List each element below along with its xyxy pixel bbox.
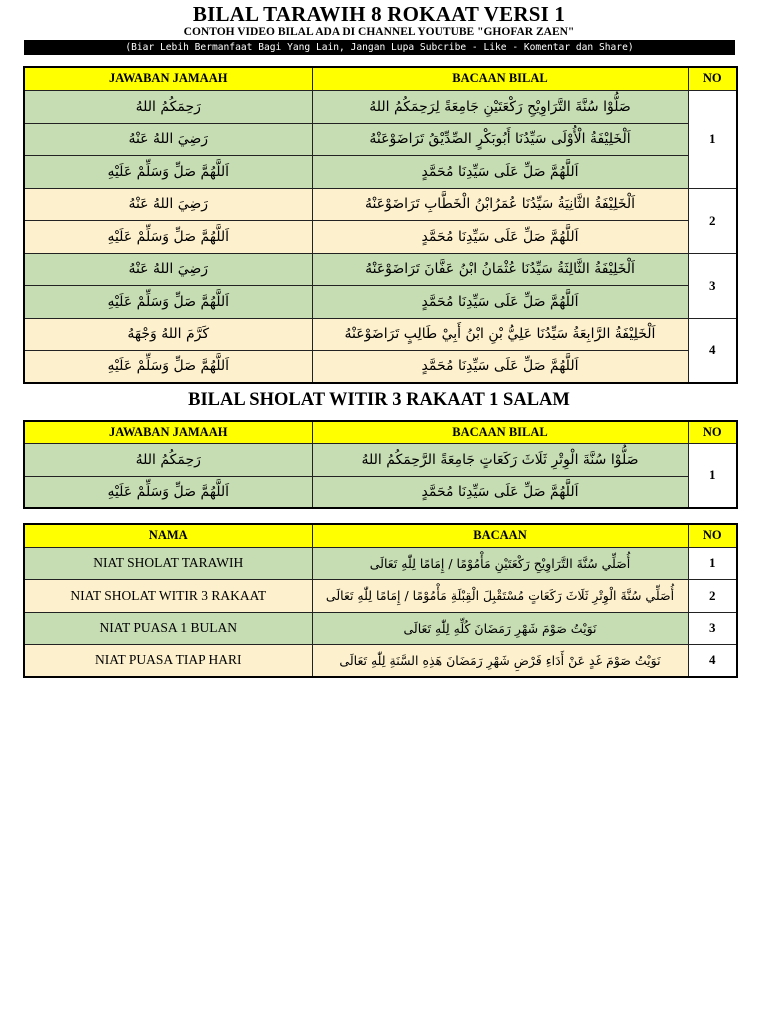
table-row <box>24 350 737 383</box>
bacaan-cell: نَوَيْتُ صَوْمَ غَدٍ عَنْ أَدَاءِ فَرْضِ شَهْرِ رَمَضَانَ هَذِهِ السَّنَةِ لِلّٰهِ تَعَالَى <box>312 644 688 677</box>
header-bacaan: BACAAN BILAL <box>312 421 688 443</box>
nama-cell: NIAT SHOLAT TARAWIH <box>24 547 312 579</box>
jawaban-cell: كَرَّمَ اللهُ وَجْهَهُ <box>24 318 312 350</box>
header-bacaan: BACAAN <box>312 524 688 547</box>
header-no: NO <box>688 524 737 547</box>
table-row <box>24 123 737 155</box>
page-title: BILAL TARAWIH 8 ROKAAT VERSI 1 <box>192 2 566 26</box>
table-row <box>24 644 737 677</box>
jawaban-cell: رَحِمَكُمُ اللهُ <box>24 443 312 476</box>
jawaban-cell: رَضِيَ اللهُ عَنْهُ <box>24 188 312 220</box>
jawaban-cell: رَضِيَ اللهُ عَنْهُ <box>24 123 312 155</box>
table-row <box>24 220 737 253</box>
no-cell: 3 <box>688 612 737 644</box>
bacaan-cell: نَوَيْتُ صَوْمَ شَهْرِ رَمَضَانَ كُلِّهِ لِلّٰهِ تَعَالَى <box>312 612 688 644</box>
witir-table <box>23 420 738 509</box>
table-row <box>24 318 737 350</box>
page-subtitle: CONTOH VIDEO BILAL ADA DI CHANNEL YOUTUBE "GHOFAR ZAEN" <box>183 26 575 38</box>
no-cell: 2 <box>688 188 737 253</box>
header-no: NO <box>688 67 737 90</box>
header-nama: NAMA <box>24 524 312 547</box>
table-row <box>24 253 737 285</box>
jawaban-cell: اَللَّهُمَّ صَلِّ وَسَلِّمْ عَلَيْهِ <box>24 285 312 318</box>
bacaan-cell: اَللَّهُمَّ صَلِّ عَلَى سَيِّدِنَا مُحَمَّدٍ <box>312 285 688 318</box>
bacaan-cell: اَلْخَلِيْفَةُ الثَّانِيَةُ سَيِّدُنَا عُمَرُابْنُ الْخَطَّابِ تَرَاضَوْعَنْهُ <box>312 188 688 220</box>
no-cell: 2 <box>688 579 737 612</box>
jawaban-cell: رَحِمَكُمُ اللهُ <box>24 90 312 123</box>
no-cell: 1 <box>688 443 737 508</box>
table-row <box>24 612 737 644</box>
jawaban-cell: رَضِيَ اللهُ عَنْهُ <box>24 253 312 285</box>
no-cell: 4 <box>688 318 737 383</box>
header-bacaan: BACAAN BILAL <box>312 67 688 90</box>
jawaban-cell: اَللَّهُمَّ صَلِّ وَسَلِّمْ عَلَيْهِ <box>24 220 312 253</box>
table-row <box>24 579 737 612</box>
bacaan-cell: اَلْخَلِيْفَةُ الرَّابِعَةُ سَيِّدُنَا عَلِيُّ بْنِ ابْنُ أَبِيْ طَالِبٍ تَرَاضَوْعَنْهُ <box>312 318 688 350</box>
jawaban-cell: اَللَّهُمَّ صَلِّ وَسَلِّمْ عَلَيْهِ <box>24 155 312 188</box>
bacaan-cell: اَللَّهُمَّ صَلِّ عَلَى سَيِّدِنَا مُحَمَّدٍ <box>312 350 688 383</box>
niat-table <box>23 523 738 678</box>
no-cell: 1 <box>688 547 737 579</box>
bacaan-cell: صَلُّوْا سُنَّةَ الْوِتْرِ ثَلَاثَ رَكَعَاتٍ جَامِعَةً الرَّحِمَكُمُ اللهُ <box>312 443 688 476</box>
bacaan-cell: صَلُّوْا سُنَّةَ التَّرَاوِيْحِ رَكْعَتَيْنِ جَامِعَةً لِرَحِمَكُمُ اللهُ <box>312 90 688 123</box>
jawaban-cell: اَللَّهُمَّ صَلِّ وَسَلِّمْ عَلَيْهِ <box>24 350 312 383</box>
nama-cell: NIAT PUASA 1 BULAN <box>24 612 312 644</box>
table-row <box>24 443 737 476</box>
no-cell: 1 <box>688 90 737 188</box>
witir-heading: BILAL SHOLAT WITIR 3 RAKAAT 1 SALAM <box>188 390 570 410</box>
table-row <box>24 90 737 123</box>
subscribe-banner: (Biar Lebih Bermanfaat Bagi Yang Lain, Jangan Lupa Subcribe - Like - Komentar dan Share) <box>24 40 735 55</box>
header-no: NO <box>688 421 737 443</box>
bacaan-cell: أُصَلِّي سُنَّةَ التَّرَاوِيْحِ رَكْعَتَيْنِ مَأْمُوْمًا / إِمَامًا لِلّٰهِ تَعَالَى <box>312 547 688 579</box>
table-row <box>24 476 737 508</box>
nama-cell: NIAT PUASA TIAP HARI <box>24 644 312 677</box>
table-row <box>24 155 737 188</box>
header-jawaban: JAWABAN JAMAAH <box>24 67 312 90</box>
no-cell: 3 <box>688 253 737 318</box>
bacaan-cell: أُصَلِّي سُنَّةَ الْوِتْرِ ثَلَاثَ رَكَعَاتٍ مُسْتَقْبِلَ الْقِبْلَةِ مَأْمُوْمًا / إِمَامًا لِلّٰهِ تَعَالَى <box>312 579 688 612</box>
table-header-row <box>24 524 737 547</box>
table-header-row <box>24 421 737 443</box>
table-row <box>24 547 737 579</box>
bacaan-cell: اَلْخَلِيْفَةُ الْأُوْلَى سَيِّدُنَا أَبُوبَكْرٍ الصِّدِّيْقُ تَرَاضَوْعَنْهُ <box>312 123 688 155</box>
no-cell: 4 <box>688 644 737 677</box>
bacaan-cell: اَللَّهُمَّ صَلِّ عَلَى سَيِّدِنَا مُحَمَّدٍ <box>312 476 688 508</box>
table-row <box>24 285 737 318</box>
bacaan-cell: اَللَّهُمَّ صَلِّ عَلَى سَيِّدِنَا مُحَمَّدٍ <box>312 220 688 253</box>
header-jawaban: JAWABAN JAMAAH <box>24 421 312 443</box>
table-header-row <box>24 67 737 90</box>
table-row <box>24 188 737 220</box>
nama-cell: NIAT SHOLAT WITIR 3 RAKAAT <box>24 579 312 612</box>
jawaban-cell: اَللَّهُمَّ صَلِّ وَسَلِّمْ عَلَيْهِ <box>24 476 312 508</box>
bacaan-cell: اَللَّهُمَّ صَلِّ عَلَى سَيِّدِنَا مُحَمَّدٍ <box>312 155 688 188</box>
tarawih-table <box>23 66 738 384</box>
bacaan-cell: اَلْخَلِيْفَةُ الثَّالِثَةُ سَيِّدُنَا عُثْمَانُ ابْنُ عَفَّانَ تَرَاضَوْعَنْهُ <box>312 253 688 285</box>
